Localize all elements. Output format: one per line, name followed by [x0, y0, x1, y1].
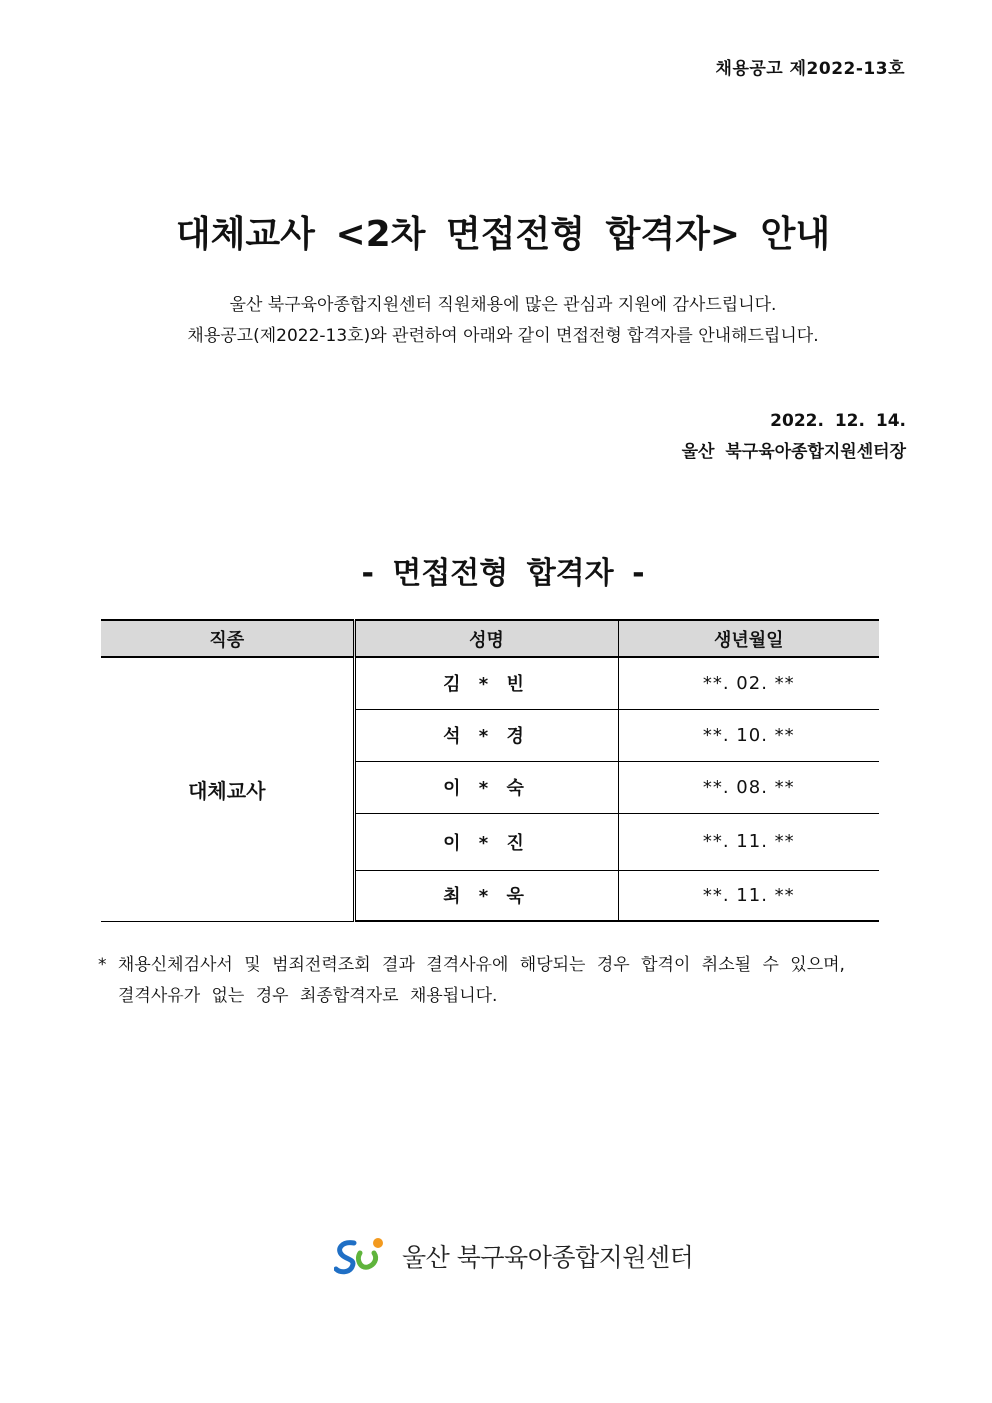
- section-title: - 면접전형 합격자 -: [361, 556, 645, 591]
- logo-green-swirl-icon: [358, 1253, 375, 1267]
- birthdate-cell: **. 11. **: [618, 870, 879, 921]
- birthdate-cell: **. 08. **: [618, 761, 879, 813]
- header-birthdate: 생년월일: [618, 620, 879, 657]
- results-table: [101, 619, 879, 922]
- notice-number: 채용공고 제2022-13호: [715, 59, 905, 79]
- table-header-row: [101, 620, 879, 657]
- name-cell: 이 * 진: [354, 813, 618, 870]
- name-cell: 김 * 빈: [354, 657, 618, 709]
- footnote-line-2: 결격사유가 없는 경우 최종합격자로 채용됩니다.: [118, 986, 498, 1006]
- footnote-line-1: * 채용신체검사서 및 범죄전력조회 결과 결격사유에 해당되는 경우 합격이 취소될 수 있으며,: [98, 955, 845, 975]
- birthdate-cell: **. 02. **: [618, 657, 879, 709]
- logo-mark-icon: [334, 1235, 396, 1277]
- header-name: 성명: [354, 620, 618, 657]
- organization-name: 울산 북구육아종합지원센터: [402, 1243, 694, 1272]
- issue-date: 2022. 12. 14.: [770, 411, 906, 431]
- organization-logo: [334, 1235, 693, 1277]
- name-cell: 석 * 경: [354, 709, 618, 761]
- intro-text: [0, 290, 992, 352]
- birthdate-cell: **. 11. **: [618, 813, 879, 870]
- header-job: 직종: [101, 620, 354, 657]
- name-cell: 최 * 욱: [354, 870, 618, 921]
- logo-blue-swirl-icon: [336, 1243, 354, 1272]
- issuer-name: 울산 북구육아종합지원센터장: [681, 442, 906, 462]
- intro-line-2: 채용공고(제2022-13호)와 관련하여 아래와 같이 면접전형 합격자를 안내해드립니다.: [187, 326, 819, 346]
- issuer-block: [682, 406, 906, 468]
- footnote: [98, 950, 910, 1012]
- document-title: 대체교사 <2차 면접전형 합격자> 안내: [175, 214, 831, 255]
- job-cell: 대체교사: [101, 657, 354, 921]
- name-cell: 이 * 숙: [354, 761, 618, 813]
- table-row: [101, 657, 879, 709]
- intro-line-1: 울산 북구육아종합지원센터 직원채용에 많은 관심과 지원에 감사드립니다.: [229, 295, 777, 315]
- birthdate-cell: **. 10. **: [618, 709, 879, 761]
- logo-orange-dot-icon: [373, 1238, 383, 1248]
